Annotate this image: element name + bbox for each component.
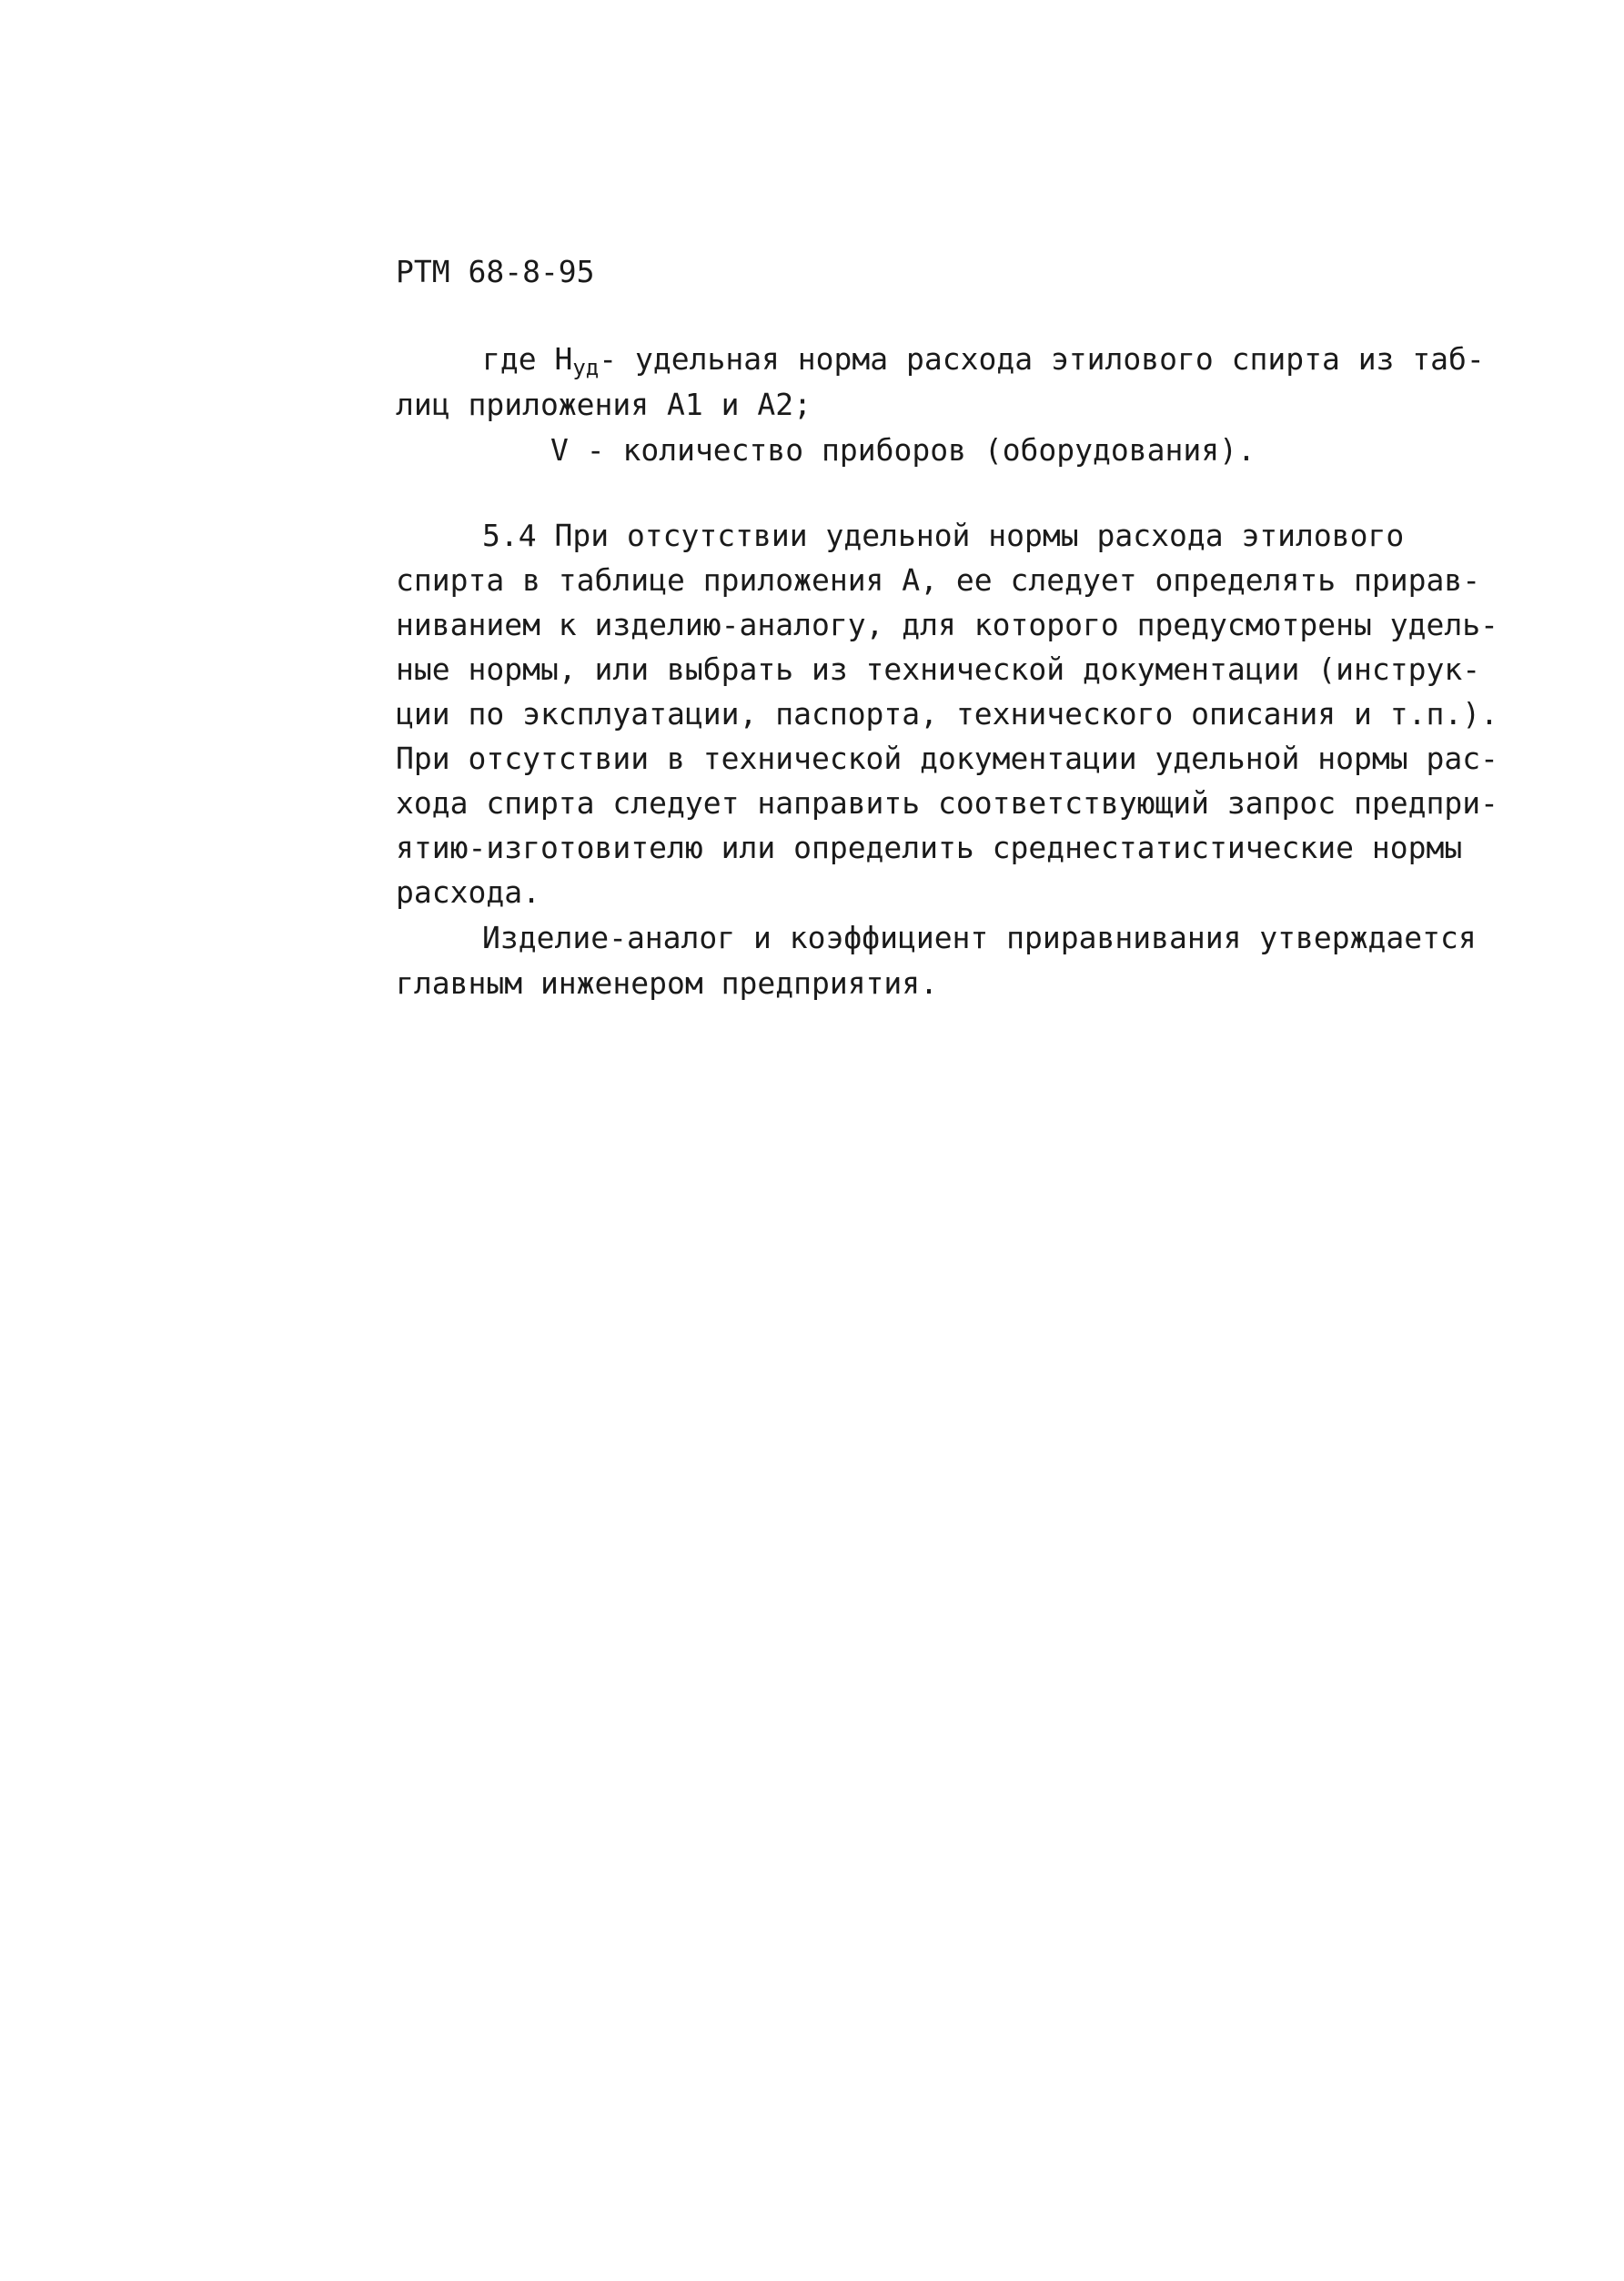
final-paragraph-line-2: главным инженером предприятия.	[396, 965, 939, 1001]
section-5-4-line-9: расхода.	[396, 874, 540, 910]
section-5-4-line-8: ятию-изготовителю или определить среднестатистические нормы	[396, 830, 1463, 865]
section-5-4-line-7: хода спирта следует направить соответствующий запрос предпри-	[396, 785, 1498, 821]
section-5-4-line-1: 5.4 При отсутствии удельной нормы расхода этилового	[482, 518, 1405, 553]
definition-text: - удельная норма расхода этилового спирта из таб-	[599, 341, 1485, 377]
document-code: РТМ 68-8-95	[396, 254, 595, 289]
definition-line-3: V - количество приборов (оборудования).	[550, 432, 1256, 468]
definition-prefix: где Н	[482, 341, 573, 377]
definition-subscript: уд	[572, 355, 600, 380]
section-5-4-line-6: При отсутствии в технической документации удельной нормы рас-	[396, 741, 1498, 776]
section-5-4-line-5: ции по эксплуатации, паспорта, технического описания и т.п.).	[396, 696, 1498, 732]
section-5-4-line-2: спирта в таблице приложения А, ее следует определять прирав-	[396, 562, 1481, 598]
definition-line-1	[482, 341, 1485, 378]
section-5-4-line-3: ниванием к изделию-аналогу, для которого предусмотрены удель-	[396, 607, 1498, 642]
final-paragraph-line-1: Изделие-аналог и коэффициент приравнивания утверждается	[482, 920, 1477, 955]
section-5-4-line-4: ные нормы, или выбрать из технической документации (инструк-	[396, 651, 1481, 687]
definition-line-2: лиц приложения А1 и А2;	[396, 387, 812, 422]
